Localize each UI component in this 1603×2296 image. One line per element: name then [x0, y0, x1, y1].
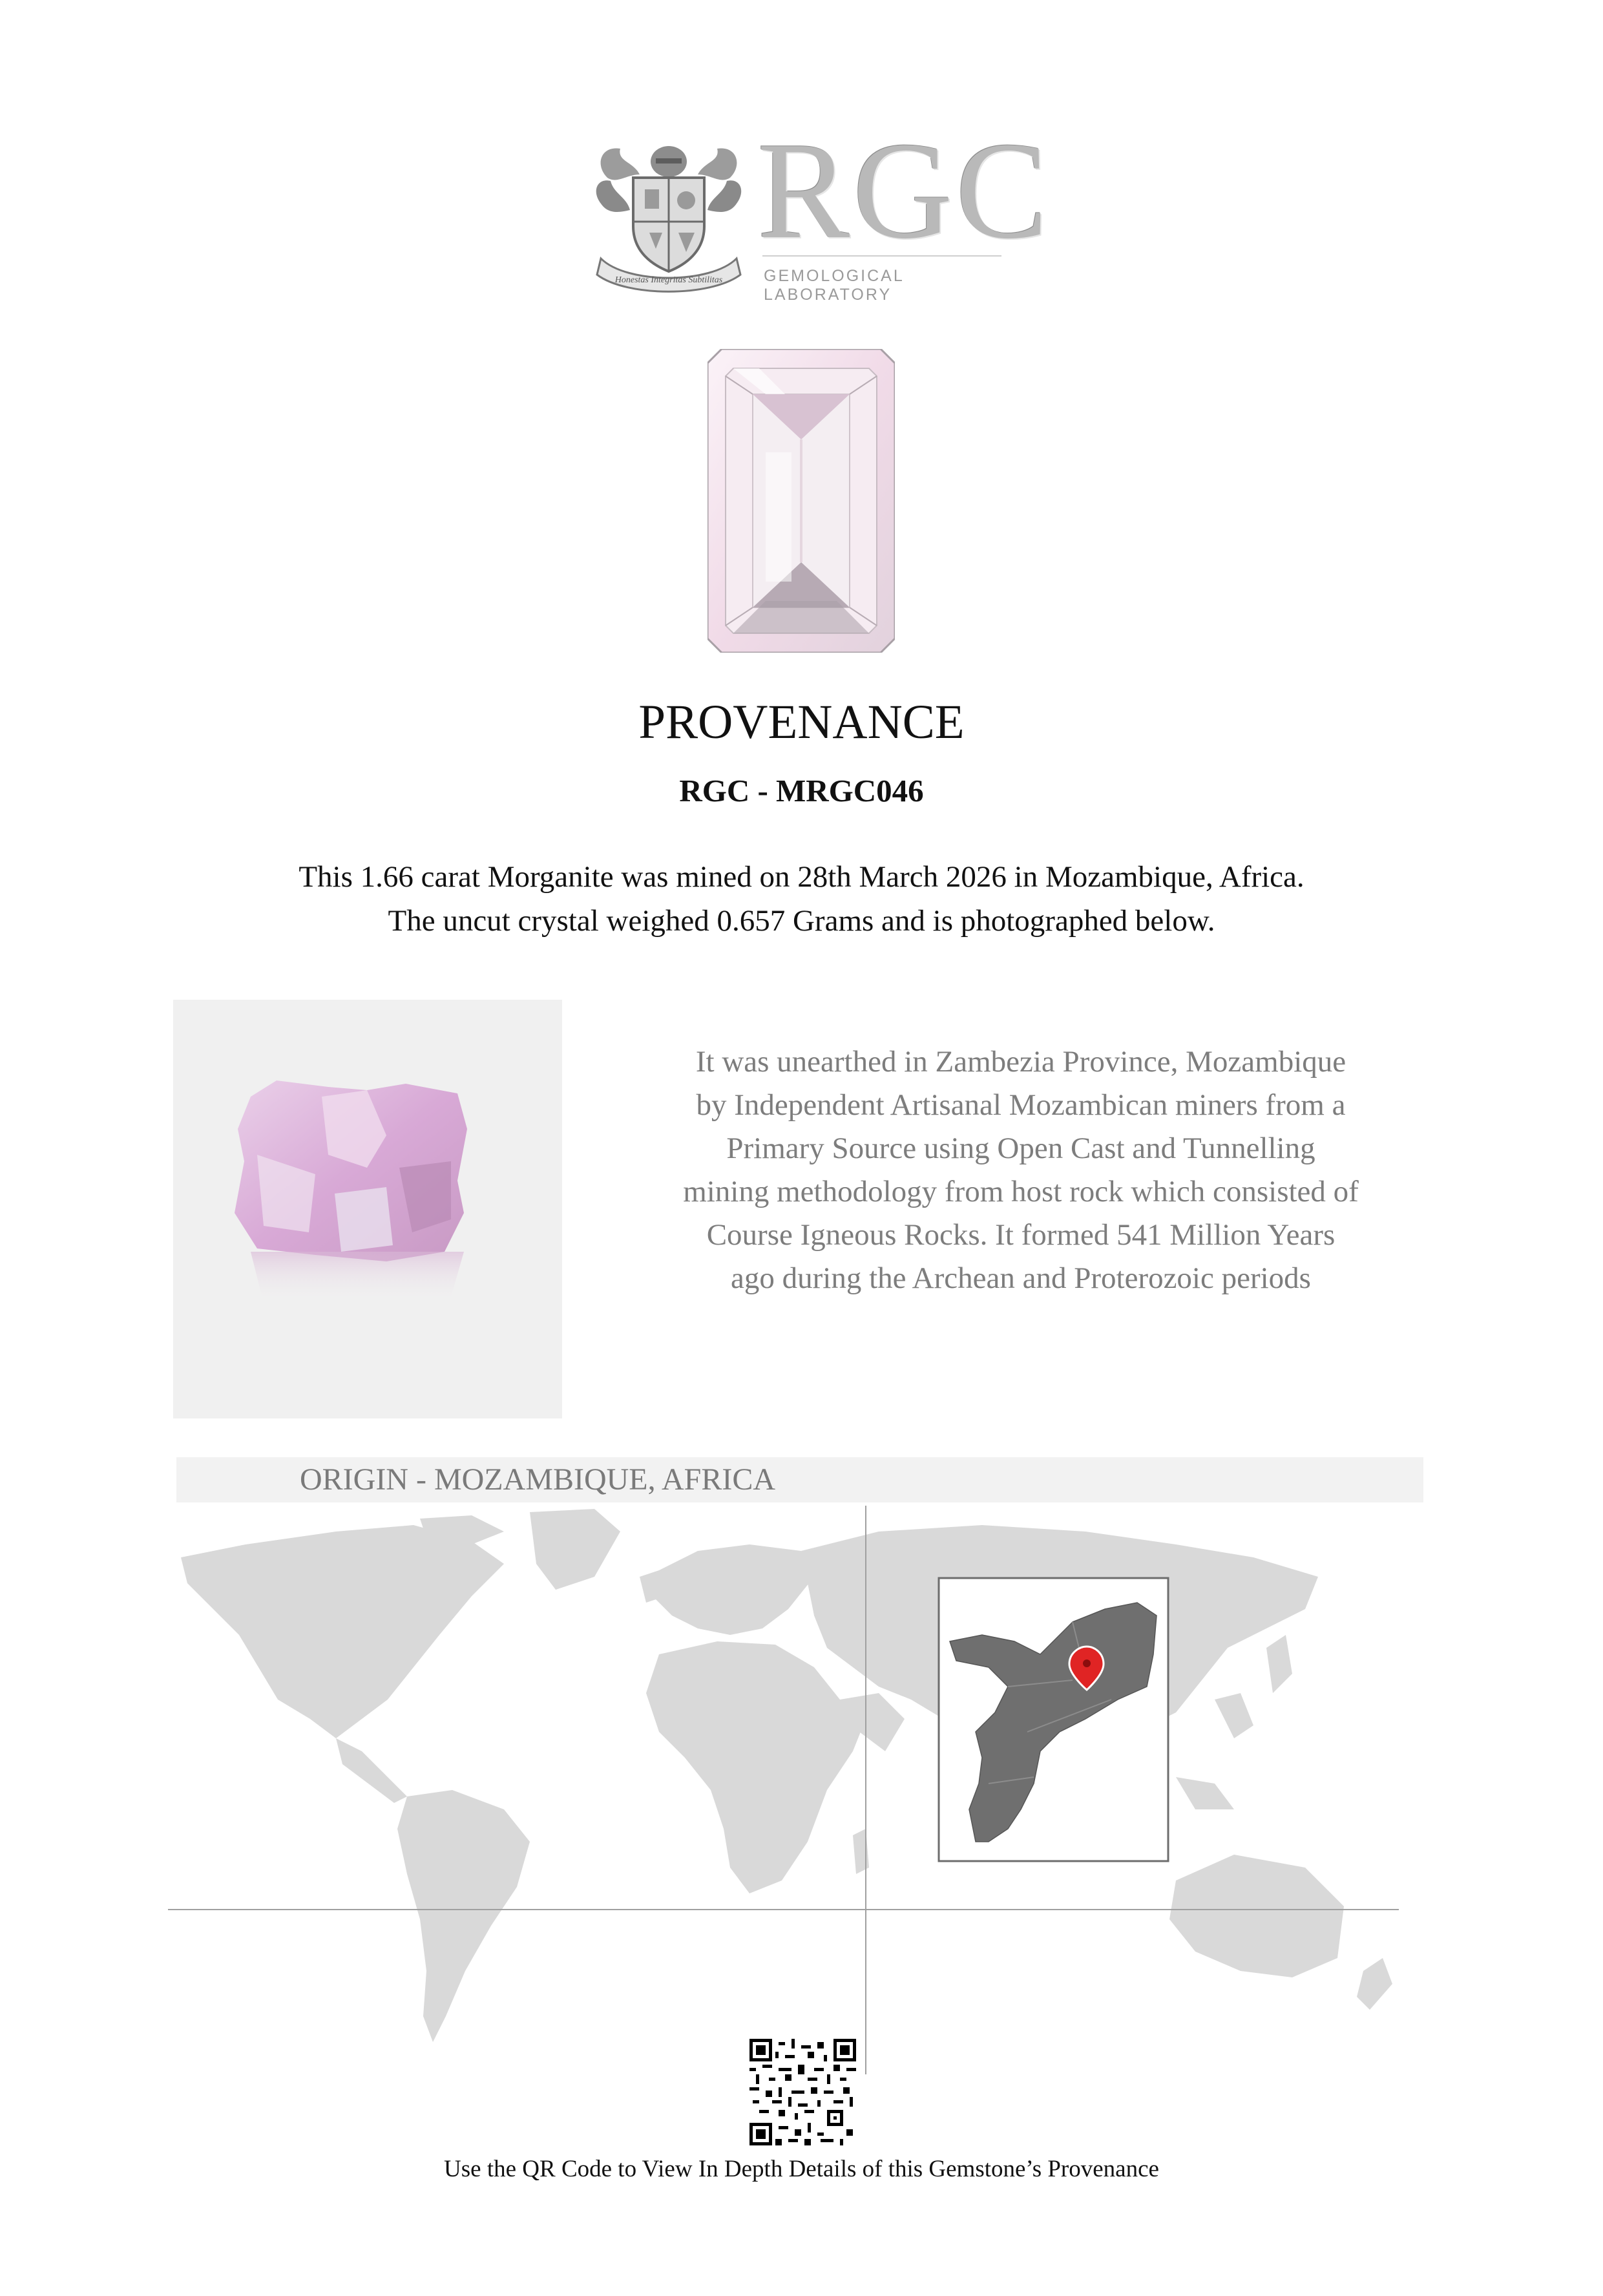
- origin-label: ORIGIN - MOZAMBIQUE, AFRICA: [299, 1462, 775, 1497]
- rgc-wordmark: RGC: [757, 113, 1051, 268]
- description-line-1: It was unearthed in Zambezia Province, Mozambique: [695, 1045, 1346, 1079]
- description-line-2: by Independent Artisanal Mozambican miners from a: [696, 1088, 1346, 1122]
- description-line-6: ago during the Archean and Proterozoic periods: [731, 1261, 1311, 1295]
- description-line-3: Primary Source using Open Cast and Tunnelling: [726, 1132, 1315, 1165]
- qr-code[interactable]: [749, 2039, 856, 2145]
- intro-line-2: The uncut crystal weighed 0.657 Grams and is photographed below.: [388, 904, 1215, 938]
- qr-instruction: Use the QR Code to View In Depth Details of this Gemstone’s Provenance: [444, 2156, 1159, 2182]
- rough-crystal-image: [173, 1000, 562, 1418]
- description-line-5: Course Igneous Rocks. It formed 541 Million Years: [706, 1218, 1336, 1252]
- logo-divider: [762, 255, 1001, 257]
- logo-subtitle: GEMOLOGICAL LABORATORY: [764, 267, 904, 304]
- description-line-4: mining methodology from host rock which consisted of: [683, 1175, 1359, 1208]
- intro-line-1: This 1.66 carat Morganite was mined on 28th March 2026 in Mozambique, Africa.: [299, 860, 1304, 894]
- world-landmass: [181, 1509, 1392, 2042]
- rgc-logo: [588, 113, 1051, 304]
- crest-emblem-icon: [588, 139, 749, 294]
- page-title: PROVENANCE: [638, 695, 965, 749]
- mozambique-inset: [939, 1578, 1168, 1861]
- svg-text:Honestas Integritas Subtilitas: Honestas Integritas Subtilitas: [614, 275, 723, 285]
- report-code: RGC - MRGC046: [679, 773, 924, 808]
- rough-crystal-photo: [173, 1000, 562, 1418]
- world-map: [168, 1506, 1399, 2081]
- cut-morganite-image: [707, 349, 895, 653]
- provenance-description: [640, 1040, 1402, 1300]
